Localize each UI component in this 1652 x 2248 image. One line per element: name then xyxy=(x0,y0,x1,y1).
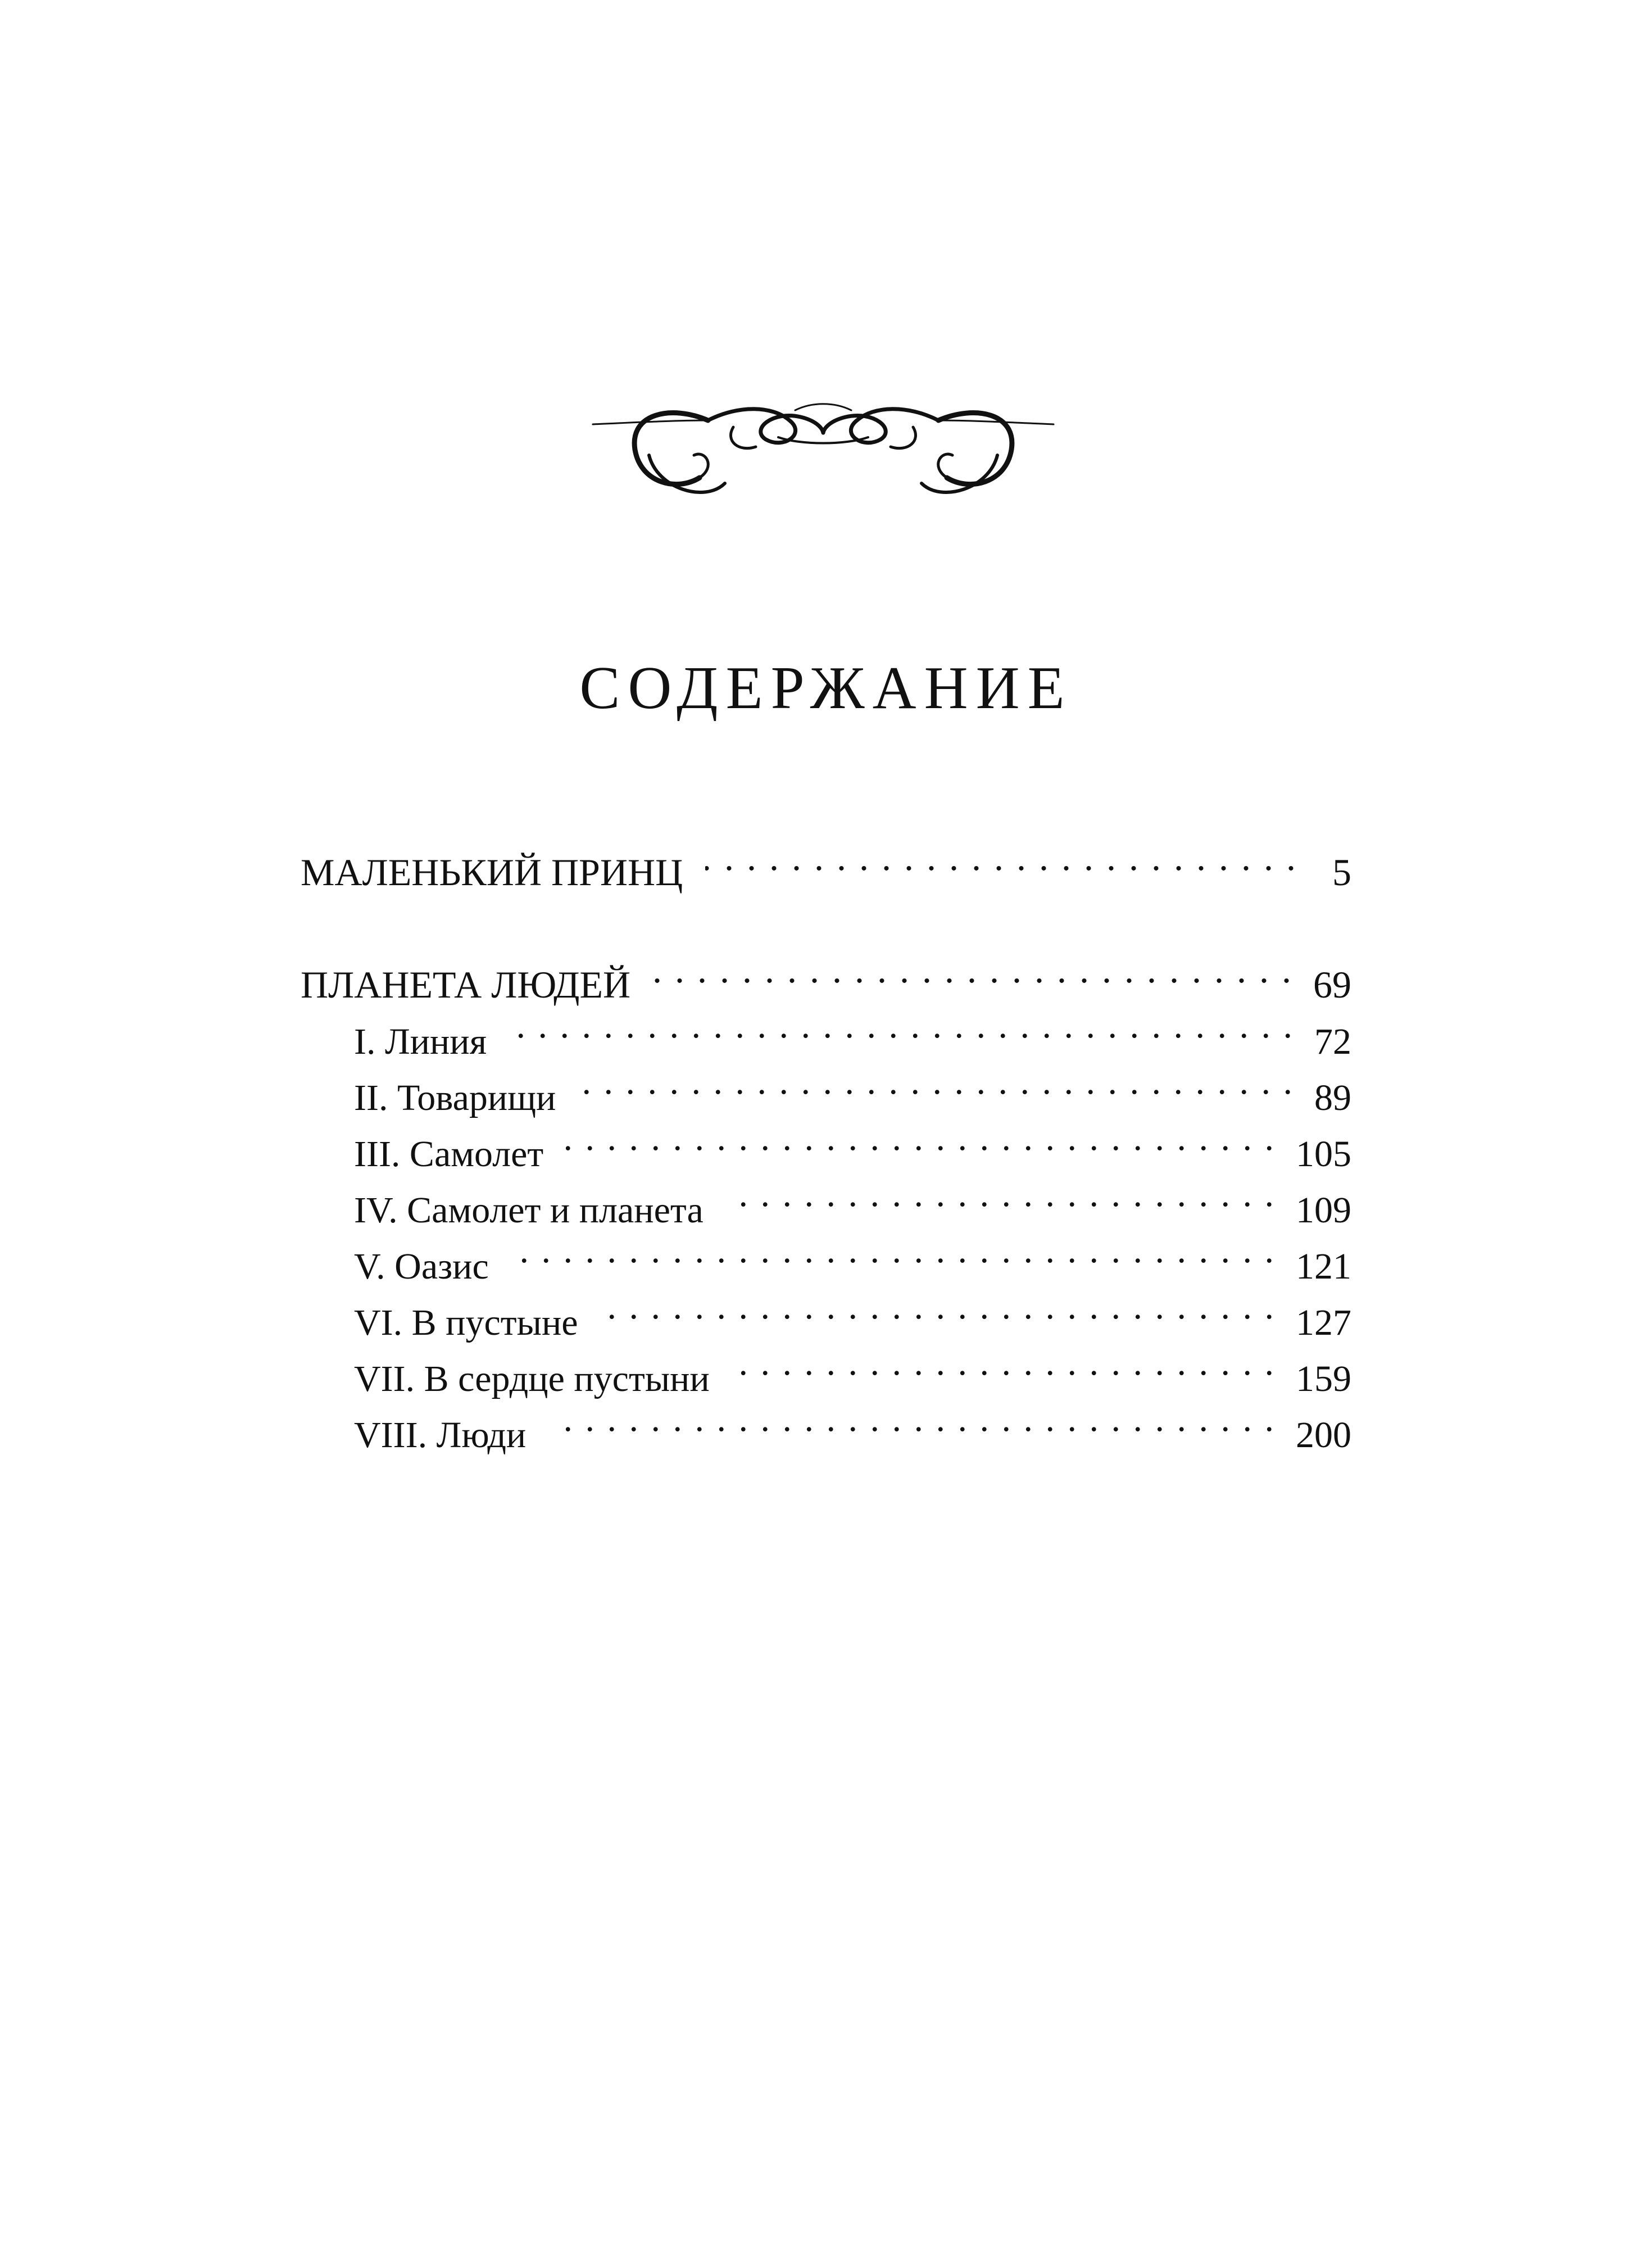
toc-entry-page: 200 xyxy=(1296,1415,1351,1456)
toc-entry-page: 69 xyxy=(1313,963,1351,1006)
toc-entry-label: VI. В пустыне xyxy=(354,1302,578,1343)
toc-entry-label: II. Товарищи xyxy=(354,1077,556,1118)
toc-entry-page: 109 xyxy=(1296,1190,1351,1231)
toc-entry-part-2[interactable] xyxy=(301,941,1351,1006)
toc-entry-page: 159 xyxy=(1296,1358,1351,1399)
toc-entry-label: ПЛАНЕТА ЛЮДЕЙ xyxy=(301,963,631,1006)
page-title: СОДЕРЖАНИЕ xyxy=(579,655,1073,722)
toc-leader-dots xyxy=(511,1222,1276,1279)
table-of-contents xyxy=(301,829,1351,1456)
toc-entry-label: VII. В сердце пустыни xyxy=(354,1358,710,1399)
toc-leader-dots xyxy=(732,1335,1276,1391)
toc-leader-dots xyxy=(509,998,1294,1054)
toc-entry-label: V. Оазис xyxy=(354,1246,489,1287)
toc-entry-part-1[interactable] xyxy=(301,829,1351,894)
toc-leader-dots xyxy=(578,1054,1294,1110)
toc-leader-dots xyxy=(601,1279,1276,1335)
toc-entry-label: III. Самолет xyxy=(354,1134,544,1175)
toc-entry-page: 127 xyxy=(1296,1302,1351,1343)
toc-entry-page: 5 xyxy=(1332,851,1351,894)
toc-entry-page: 105 xyxy=(1296,1134,1351,1175)
toc-leader-dots xyxy=(548,1391,1276,1447)
flourish-ornament-icon xyxy=(587,371,1059,517)
toc-entry-label: VIII. Люди xyxy=(354,1415,527,1456)
toc-leader-dots xyxy=(726,1166,1276,1222)
toc-leader-dots xyxy=(653,941,1293,998)
toc-leader-dots xyxy=(705,829,1297,885)
toc-leader-dots xyxy=(566,1110,1276,1166)
toc-entry-label: I. Линия xyxy=(354,1021,487,1062)
toc-entry-page: 121 xyxy=(1296,1246,1351,1287)
toc-entry-page: 89 xyxy=(1314,1077,1351,1118)
toc-entry-label: МАЛЕНЬКИЙ ПРИНЦ xyxy=(301,851,683,894)
toc-entry-label: IV. Самолет и планета xyxy=(354,1190,704,1231)
toc-entry-page: 72 xyxy=(1314,1021,1351,1062)
